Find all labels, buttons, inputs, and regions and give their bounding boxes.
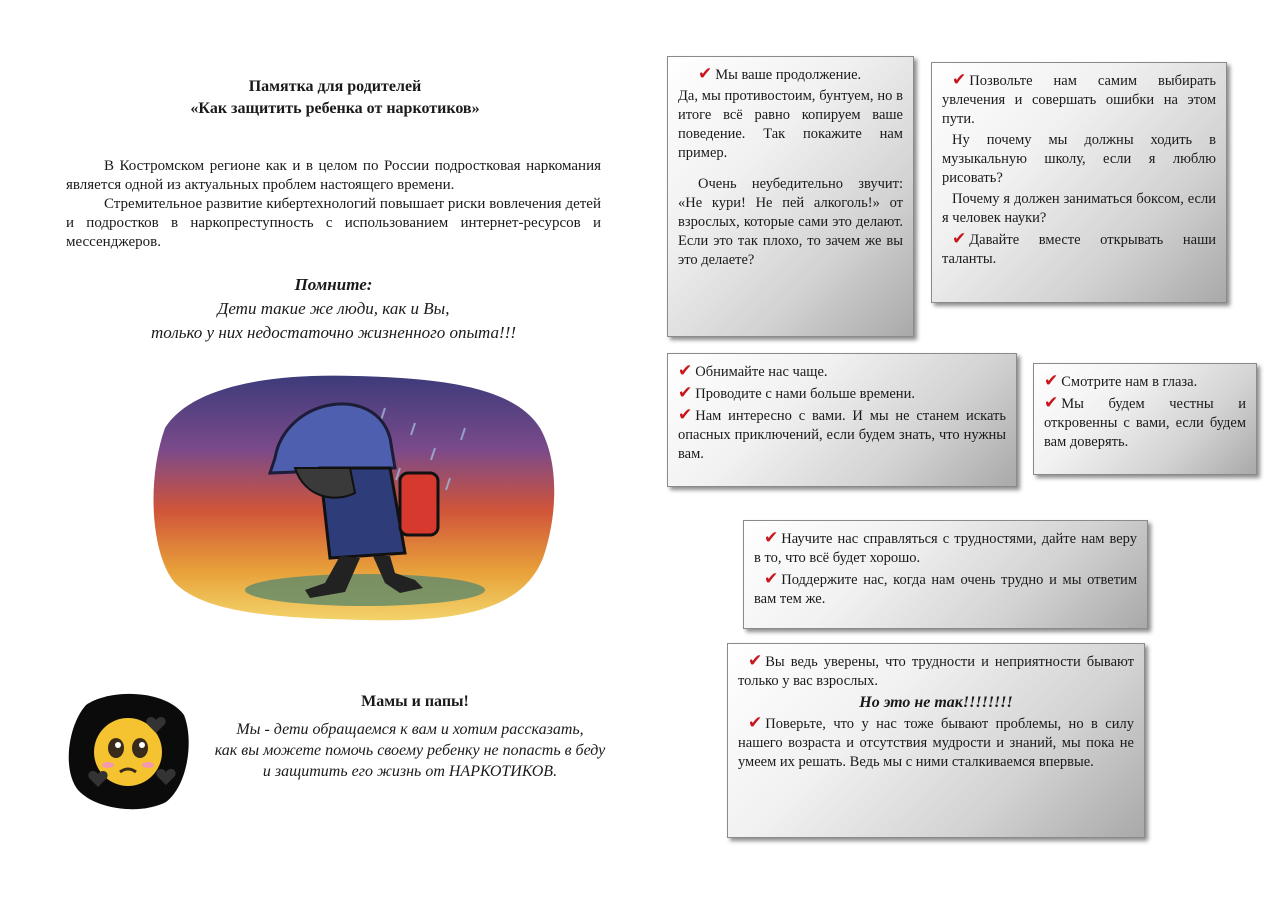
advice-text: Позвольте нам самим выбирать увлечения и совершать ошибки на этом пути. — [942, 73, 1216, 127]
advice-text: Обнимайте нас чаще. — [695, 364, 828, 380]
parents-heading: Мамы и папы! — [361, 693, 469, 710]
advice-box-eyes — [1033, 363, 1257, 475]
check-mark-icon: ✔ — [678, 405, 693, 425]
advice-text: Поддержите нас, когда нам очень трудно и мы ответим вам тем же. — [754, 572, 1137, 607]
check-mark-icon: ✔ — [952, 229, 967, 249]
check-mark-icon: ✔ — [748, 713, 763, 733]
advice-emphasis: Но это не так!!!!!!!! — [859, 694, 1013, 711]
intro-paragraph-1: В Костромском регионе как и в целом по России подростковая наркомания является одной из актуальных проблем настоящего времени. — [66, 158, 601, 193]
advice-text: Ну почему мы должны ходить в музыкальную школу, если я люблю рисовать? — [942, 132, 1216, 186]
remember-heading: Помните: — [294, 275, 373, 294]
check-mark-icon: ✔ — [1044, 393, 1059, 413]
parents-line-2: как вы можете помочь своему ребенку не попасть в беду — [214, 742, 606, 759]
title-line-1: Памятка для родителей — [248, 78, 422, 95]
intro-paragraph-2: Стремительное развитие кибертехнологий повышает риски вовлечения детей и подростков в наркопреступность с использованием интернет-ресурсов и мессенджеров. — [66, 196, 601, 250]
parents-line-1: Мы - дети обращаемся к вам и хотим рассказать, — [236, 721, 584, 738]
advice-box-example — [667, 56, 914, 337]
check-mark-icon: ✔ — [952, 70, 967, 90]
advice-text: Почему я должен заниматься боксом, если я человек науки? — [942, 191, 1216, 226]
check-mark-icon: ✔ — [748, 651, 763, 671]
check-mark-icon: ✔ — [1044, 371, 1059, 391]
advice-text: Смотрите нам в глаза. — [1061, 374, 1198, 390]
advice-text: Очень неубедительно звучит: «Не кури! Не пей алкоголь!» от взрослых, которые сами это делают. Если это так плохо, то зачем же вы это делаете? — [678, 176, 903, 268]
title-line-2: «Как защитить ребенка от наркотиков» — [190, 100, 480, 117]
page-title — [120, 76, 550, 120]
remember-block — [66, 273, 601, 345]
advice-box-difficulties — [743, 520, 1148, 629]
check-mark-icon: ✔ — [764, 569, 779, 589]
parents-line-3: и защитить его жизнь от НАРКОТИКОВ. — [262, 763, 558, 780]
intro-text — [66, 157, 601, 252]
check-mark-icon: ✔ — [678, 361, 693, 381]
advice-text: Научите нас справляться с трудностями, дайте нам веру в то, что всё будет хорошо. — [754, 531, 1137, 566]
parents-message — [180, 719, 640, 782]
check-mark-icon: ✔ — [678, 383, 693, 403]
advice-box-problems — [727, 643, 1145, 838]
advice-text: Мы ваше продолжение. — [715, 67, 862, 83]
advice-box-hugs — [667, 353, 1017, 487]
advice-text: Мы будем честны и откровенны с вами, если будем вам доверять. — [1044, 396, 1246, 450]
advice-text: Поверьте, что у нас тоже бывают проблемы, но в силу нашего возраста и отсутствия мудрости и знаний, мы пока не умеем их решать. Ведь мы с ними сталкиваемся впервые. — [738, 716, 1134, 770]
remember-line-2: только у них недостаточно жизненного опыта!!! — [150, 323, 517, 342]
advice-text: Да, мы противостоим, бунтуем, но в итоге всё равно копируем ваше поведение. Так покажите нам пример. — [678, 88, 903, 161]
pleading-face-emoji-icon — [66, 690, 190, 810]
sad-child-in-rain-illustration — [145, 368, 560, 628]
advice-text: Проводите с нами больше времени. — [695, 386, 915, 402]
advice-text: Давайте вместе открывать наши таланты. — [942, 232, 1216, 267]
advice-box-hobbies — [931, 62, 1227, 303]
advice-text: Вы ведь уверены, что трудности и неприятности бывают только у вас взрослых. — [738, 654, 1134, 689]
check-mark-icon: ✔ — [764, 528, 779, 548]
remember-line-1: Дети такие же люди, как и Вы, — [217, 299, 450, 318]
advice-text: Нам интересно с вами. И мы не станем искать опасных приключений, если будем знать, что нужны вам. — [678, 408, 1006, 462]
check-mark-icon: ✔ — [698, 64, 713, 84]
